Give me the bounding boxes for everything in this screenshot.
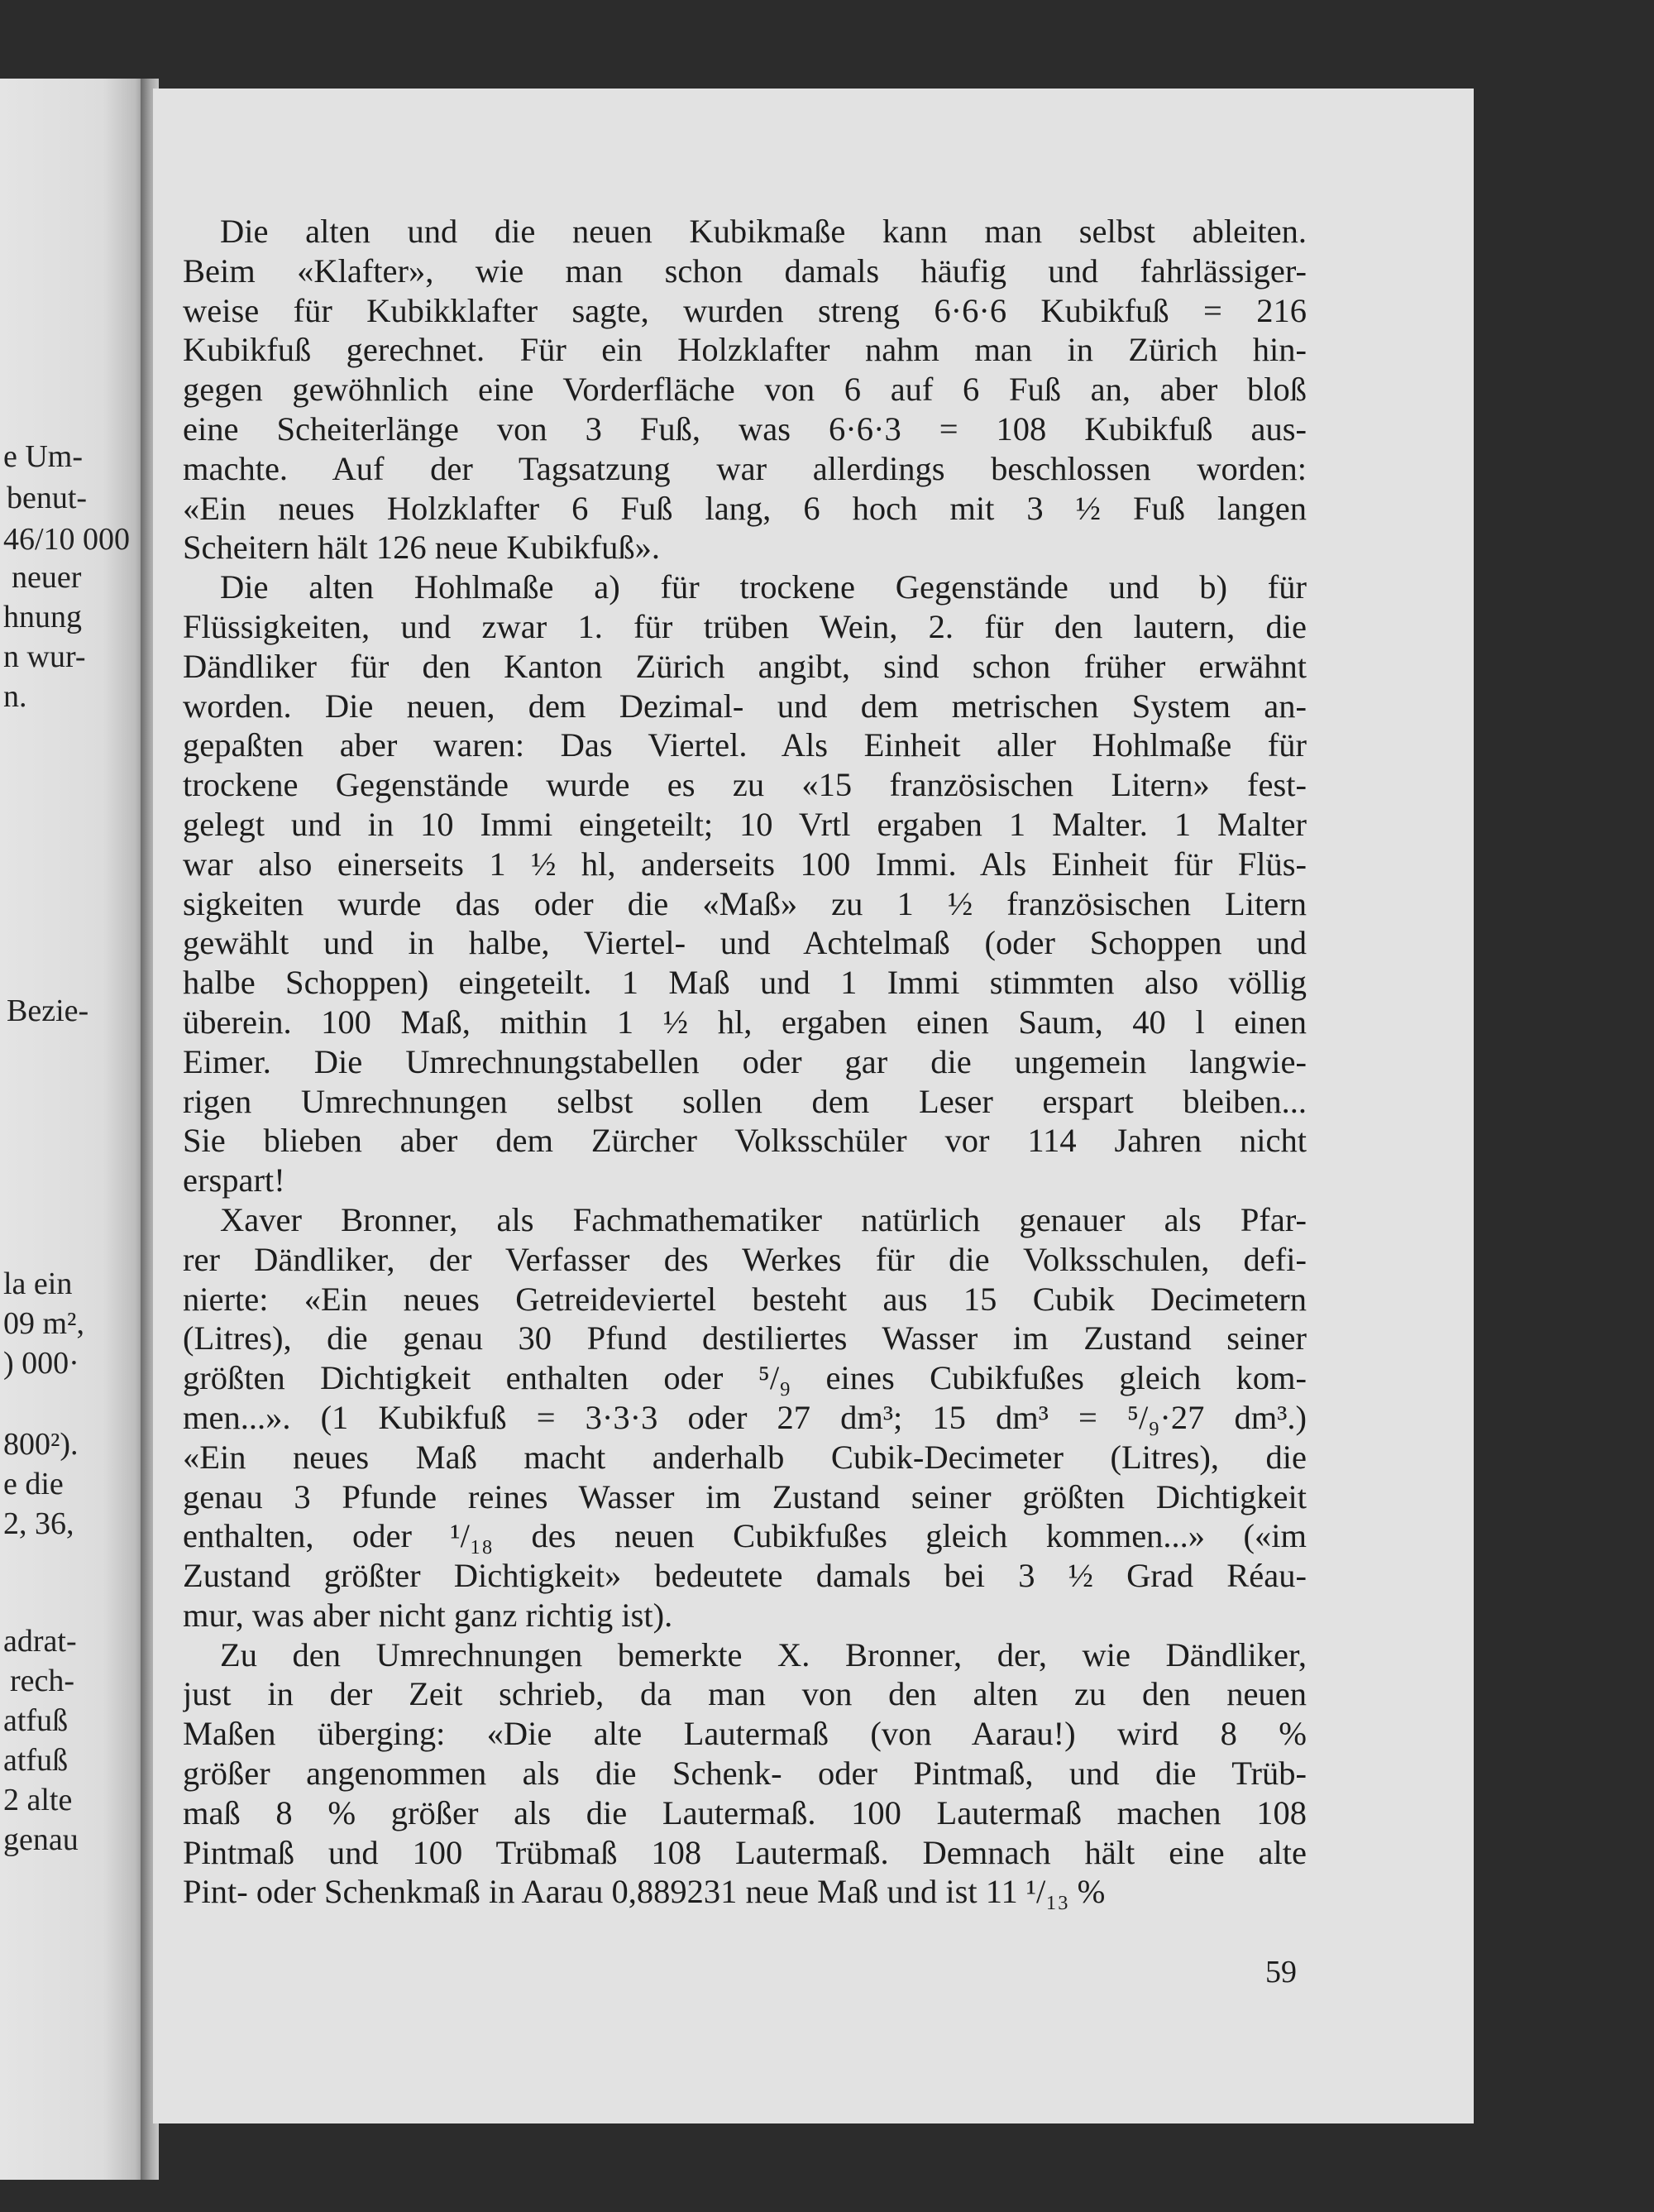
page-body-text: [183, 212, 1307, 1912]
text-line: gepaßten aber waren: Das Viertel. Als Einheit aller Hohlmaße für: [183, 726, 1307, 764]
left-page-line: 09 m²,: [3, 1306, 84, 1341]
left-page-line: rech-: [10, 1664, 75, 1698]
text-line: Maßen überging: «Die alte Lautermaß (von Aarau!) wird 8 %: [183, 1715, 1307, 1753]
left-page-line: la ein: [3, 1266, 73, 1301]
text-line: überein. 100 Maß, mithin 1 ½ hl, ergaben einen Saum, 40 l einen: [183, 1003, 1307, 1041]
page-number: 59: [1265, 1955, 1297, 1989]
text-line: größer angenommen als die Schenk- oder Pintmaß, und die Trüb-: [183, 1755, 1307, 1793]
left-page-line: genau: [3, 1822, 79, 1857]
text-line: machte. Auf der Tagsatzung war allerdings beschlossen worden:: [183, 449, 1307, 487]
left-page-line: 46/10 000: [3, 522, 131, 557]
text-line: enthalten, oder ¹/₁₈ des neuen Cubikfußes gleich kommen...» («im: [183, 1517, 1307, 1555]
text-line: eine Scheiterlänge von 3 Fuß, was 6·6·3 = 108 Kubikfuß aus-: [183, 409, 1307, 448]
left-page-line: e Um-: [3, 439, 84, 474]
paragraph: [183, 212, 1307, 567]
left-page-line: hnung: [3, 600, 82, 634]
text-line: nierte: «Ein neues Getreideviertel besteht aus 15 Cubik Decimetern: [183, 1280, 1307, 1318]
text-line: «Ein neues Holzklafter 6 Fuß lang, 6 hoch mit 3 ½ Fuß langen: [183, 489, 1307, 527]
text-line: Pint- oder Schenkmaß in Aarau 0,889231 neue Maß und ist 11 ¹/₁₃ %: [183, 1873, 1106, 1911]
text-line: Flüssigkeiten, und zwar 1. für trüben Wein, 2. für den lautern, die: [183, 607, 1307, 645]
text-line: Die alten Hohlmaße a) für trockene Gegenstände und b) für: [220, 568, 1307, 606]
left-page-line: benut-: [7, 481, 88, 515]
text-line: weise für Kubikklafter sagte, wurden streng 6·6·6 Kubikfuß = 216: [183, 291, 1307, 329]
text-line: Sie blieben aber dem Zürcher Volksschüler vor 114 Jahren nicht: [183, 1122, 1307, 1160]
text-line: Kubikfuß gerechnet. Für ein Holzklafter nahm man in Zürich hin-: [183, 331, 1307, 369]
paragraph: [183, 567, 1307, 1200]
text-line: maß 8 % größer als die Lautermaß. 100 Lautermaß machen 108: [183, 1793, 1307, 1831]
paragraph: [183, 1200, 1307, 1635]
text-line: just in der Zeit schrieb, da man von den alten zu den neuen: [183, 1675, 1307, 1713]
text-line: worden. Die neuen, dem Dezimal- und dem metrischen System an-: [183, 687, 1307, 725]
left-page-line: neuer: [12, 560, 82, 595]
left-page-line: 800²).: [3, 1427, 79, 1462]
text-line: Scheitern hält 126 neue Kubikfuß».: [183, 529, 660, 567]
text-line: trockene Gegenstände wurde es zu «15 französischen Litern» fest-: [183, 766, 1307, 804]
text-line: größten Dichtigkeit enthalten oder ⁵/₉ eines Cubikfußes gleich kom-: [183, 1359, 1307, 1397]
text-line: erspart!: [183, 1161, 285, 1199]
text-line: rigen Umrechnungen selbst sollen dem Leser erspart bleiben...: [183, 1082, 1307, 1120]
left-page-fragment: [0, 79, 147, 2180]
text-line: Zustand größter Dichtigkeit» bedeutete damals bei 3 ½ Grad Réau-: [183, 1557, 1307, 1595]
left-page-line: n wur-: [3, 639, 86, 674]
left-page-line: 2 alte: [3, 1783, 73, 1817]
left-page-line: Bezie-: [7, 993, 89, 1028]
text-line: Beim «Klafter», wie man schon damals häufig und fahrlässiger-: [183, 251, 1307, 290]
text-line: mur, was aber nicht ganz richtig ist).: [183, 1596, 673, 1634]
text-line: Pintmaß und 100 Trübmaß 108 Lautermaß. Demnach hält eine alte: [183, 1833, 1307, 1871]
text-line: gewählt und in halbe, Viertel- und Achtelmaß (oder Schoppen und: [183, 924, 1307, 962]
left-page-line: ) 000·: [3, 1346, 79, 1381]
text-line: Xaver Bronner, als Fachmathematiker natürlich genauer als Pfar-: [220, 1200, 1307, 1238]
text-line: «Ein neues Maß macht anderhalb Cubik-Decimeter (Litres), die: [183, 1438, 1307, 1476]
text-line: (Litres), die genau 30 Pfund destiliertes Wasser im Zustand seiner: [183, 1319, 1307, 1357]
text-line: Zu den Umrechnungen bemerkte X. Bronner, der, wie Dändliker,: [220, 1635, 1307, 1673]
text-line: halbe Schoppen) eingeteilt. 1 Maß und 1 Immi stimmten also völlig: [183, 964, 1307, 1002]
text-line: men...». (1 Kubikfuß = 3·3·3 oder 27 dm³; 15 dm³ = ⁵/₉·27 dm³.): [183, 1398, 1307, 1436]
text-line: war also einerseits 1 ½ hl, anderseits 100 Immi. Als Einheit für Flüs-: [183, 845, 1307, 883]
text-line: gegen gewöhnlich eine Vorderfläche von 6 auf 6 Fuß an, aber bloß: [183, 371, 1307, 409]
text-line: sigkeiten wurde das oder die «Maß» zu 1 ½ französischen Litern: [183, 884, 1307, 922]
paragraph: [183, 1635, 1307, 1913]
text-line: Die alten und die neuen Kubikmaße kann man selbst ableiten.: [220, 213, 1307, 250]
text-line: Dändliker für den Kanton Zürich angibt, sind schon früher erwähnt: [183, 647, 1307, 685]
text-line: gelegt und in 10 Immi eingeteilt; 10 Vrtl ergaben 1 Malter. 1 Malter: [183, 805, 1307, 843]
left-page-line: adrat-: [3, 1624, 77, 1659]
left-page-line: atfuß: [3, 1743, 69, 1778]
text-line: genau 3 Pfunde reines Wasser im Zustand seiner größten Dichtigkeit: [183, 1477, 1307, 1515]
text-line: Eimer. Die Umrechnungstabellen oder gar die ungemein langwie-: [183, 1042, 1307, 1080]
left-page-line: atfuß: [3, 1703, 69, 1738]
left-page-line: 2, 36,: [3, 1506, 74, 1541]
left-page-line: n.: [3, 679, 27, 714]
text-line: rer Dändliker, der Verfasser des Werkes für die Volksschulen, defi-: [183, 1240, 1307, 1278]
left-page-line: e die: [3, 1467, 64, 1501]
